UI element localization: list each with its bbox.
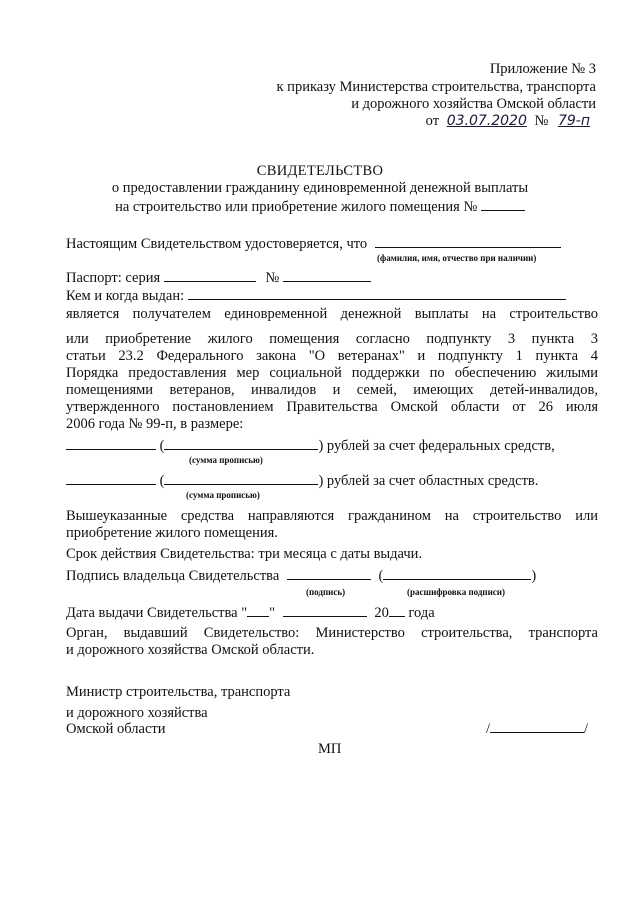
subtitle-2-text: на строительство или приобретение жилого помещения № — [115, 199, 478, 215]
appendix-number: Приложение № 3 — [489, 61, 596, 77]
document-title: СВИДЕТЕЛЬСТВО — [256, 163, 384, 179]
paragraph1-line3: статьи 23.2 Федерального закона "О ветеранах" и подпункту 1 пункта 4 — [66, 348, 598, 364]
passport-number-blank — [283, 269, 371, 282]
issue-date-quote: " — [269, 605, 276, 621]
issue-year-blank — [389, 604, 405, 617]
signature-hint: (подпись) — [306, 587, 346, 597]
certify-line — [66, 235, 561, 253]
issuing-authority-line2: и дорожного хозяйства Омской области. — [66, 642, 315, 658]
passport-line — [66, 269, 371, 287]
regional-amount-blank — [66, 472, 156, 485]
decode-hint: (расшифровка подписи) — [407, 587, 505, 597]
paragraph2-line2: приобретение жилого помещения. — [66, 525, 278, 541]
full-name-blank — [375, 235, 561, 248]
paragraph1-line4: Порядка предоставления мер социальной поддержки по обеспечению жилыми — [66, 365, 598, 381]
order-number-handwritten: 79-п — [557, 113, 590, 129]
paragraph1-line6: утвержденного постановлением Правительства Омской области от 26 июля — [66, 399, 598, 415]
date-prefix: от — [425, 113, 440, 129]
appendix-ministry-line: и дорожного хозяйства Омской области — [351, 96, 596, 112]
issue-year-suffix: года — [408, 605, 435, 621]
passport-number-label: № — [265, 270, 280, 286]
validity-line: Срок действия Свидетельства: три месяца с даты выдачи. — [66, 546, 423, 562]
full-name-hint: (фамилия, имя, отчество при наличии) — [377, 253, 537, 263]
federal-open-paren: ( — [159, 438, 165, 454]
issue-year-prefix: 20 — [374, 605, 389, 621]
passport-series-label: Паспорт: серия — [66, 270, 161, 286]
document-subtitle-1: о предоставлении гражданину единовременной денежной выплаты — [111, 180, 529, 196]
paragraph2-line1: Вышеуказанные средства направляются гражданином на строительство или — [66, 508, 598, 524]
issue-day-blank — [247, 604, 269, 617]
issued-by-line — [66, 287, 566, 305]
minister-title-line3: Омской области — [66, 721, 166, 737]
owner-decode-blank — [383, 567, 531, 580]
issue-date-line — [66, 604, 435, 622]
owner-signature-line — [66, 567, 536, 585]
federal-amount-hint: (сумма прописью) — [189, 455, 263, 465]
regional-amount-hint: (сумма прописью) — [186, 490, 260, 500]
order-number-sign: № — [534, 113, 549, 129]
federal-amount-words-blank — [164, 437, 318, 450]
passport-series-blank — [164, 269, 256, 282]
paragraph1-line1: является получателем единовременной денежной выплаты на строительство — [66, 306, 598, 322]
certificate-number-blank — [481, 198, 525, 211]
paragraph1-line5: помещениями ветеранов, инвалидов и семей, имеющих детей-инвалидов, — [66, 382, 598, 398]
signature-slash-left: / — [486, 721, 491, 737]
appendix-order-line: к приказу Министерства строительства, транспорта — [276, 79, 596, 95]
order-date-handwritten: 03.07.2020 — [446, 113, 527, 129]
issued-by-blank — [188, 287, 566, 300]
minister-signature-blank — [490, 720, 584, 733]
regional-amount-words-blank — [164, 472, 318, 485]
issuing-authority-line1: Орган, выдавший Свидетельство: Министерство строительства, транспорта — [66, 625, 598, 641]
owner-signature-blank — [287, 567, 371, 580]
minister-title-line2: и дорожного хозяйства — [66, 705, 208, 721]
minister-signature-line — [486, 720, 588, 738]
paragraph1-line2: или приобретение жилого помещения согласно подпункту 3 пункта 3 — [66, 331, 598, 347]
appendix-date-line — [426, 113, 596, 130]
certify-text: Настоящим Свидетельством удостоверяется, что — [66, 236, 368, 252]
minister-title-line1: Министр строительства, транспорта — [66, 684, 291, 700]
signature-slash-right: / — [584, 721, 589, 737]
federal-funds-text: ) рублей за счет федеральных средств, — [318, 438, 555, 454]
issue-date-label: Дата выдачи Свидетельства " — [66, 605, 248, 621]
regional-funds-text: ) рублей за счет областных средств. — [318, 473, 539, 489]
decode-open-paren: ( — [378, 568, 384, 584]
decode-close-paren: ) — [531, 568, 537, 584]
issue-month-blank — [283, 604, 367, 617]
regional-open-paren: ( — [159, 473, 165, 489]
paragraph1-line7: 2006 года № 99-п, в размере: — [66, 416, 244, 432]
regional-amount-line — [66, 472, 538, 490]
document-subtitle-2 — [0, 198, 640, 216]
seal-placeholder: МП — [318, 741, 342, 757]
federal-amount-line — [66, 437, 555, 455]
owner-signature-label: Подпись владельца Свидетельства — [66, 568, 280, 584]
issued-by-label: Кем и когда выдан: — [66, 288, 185, 304]
federal-amount-blank — [66, 437, 156, 450]
